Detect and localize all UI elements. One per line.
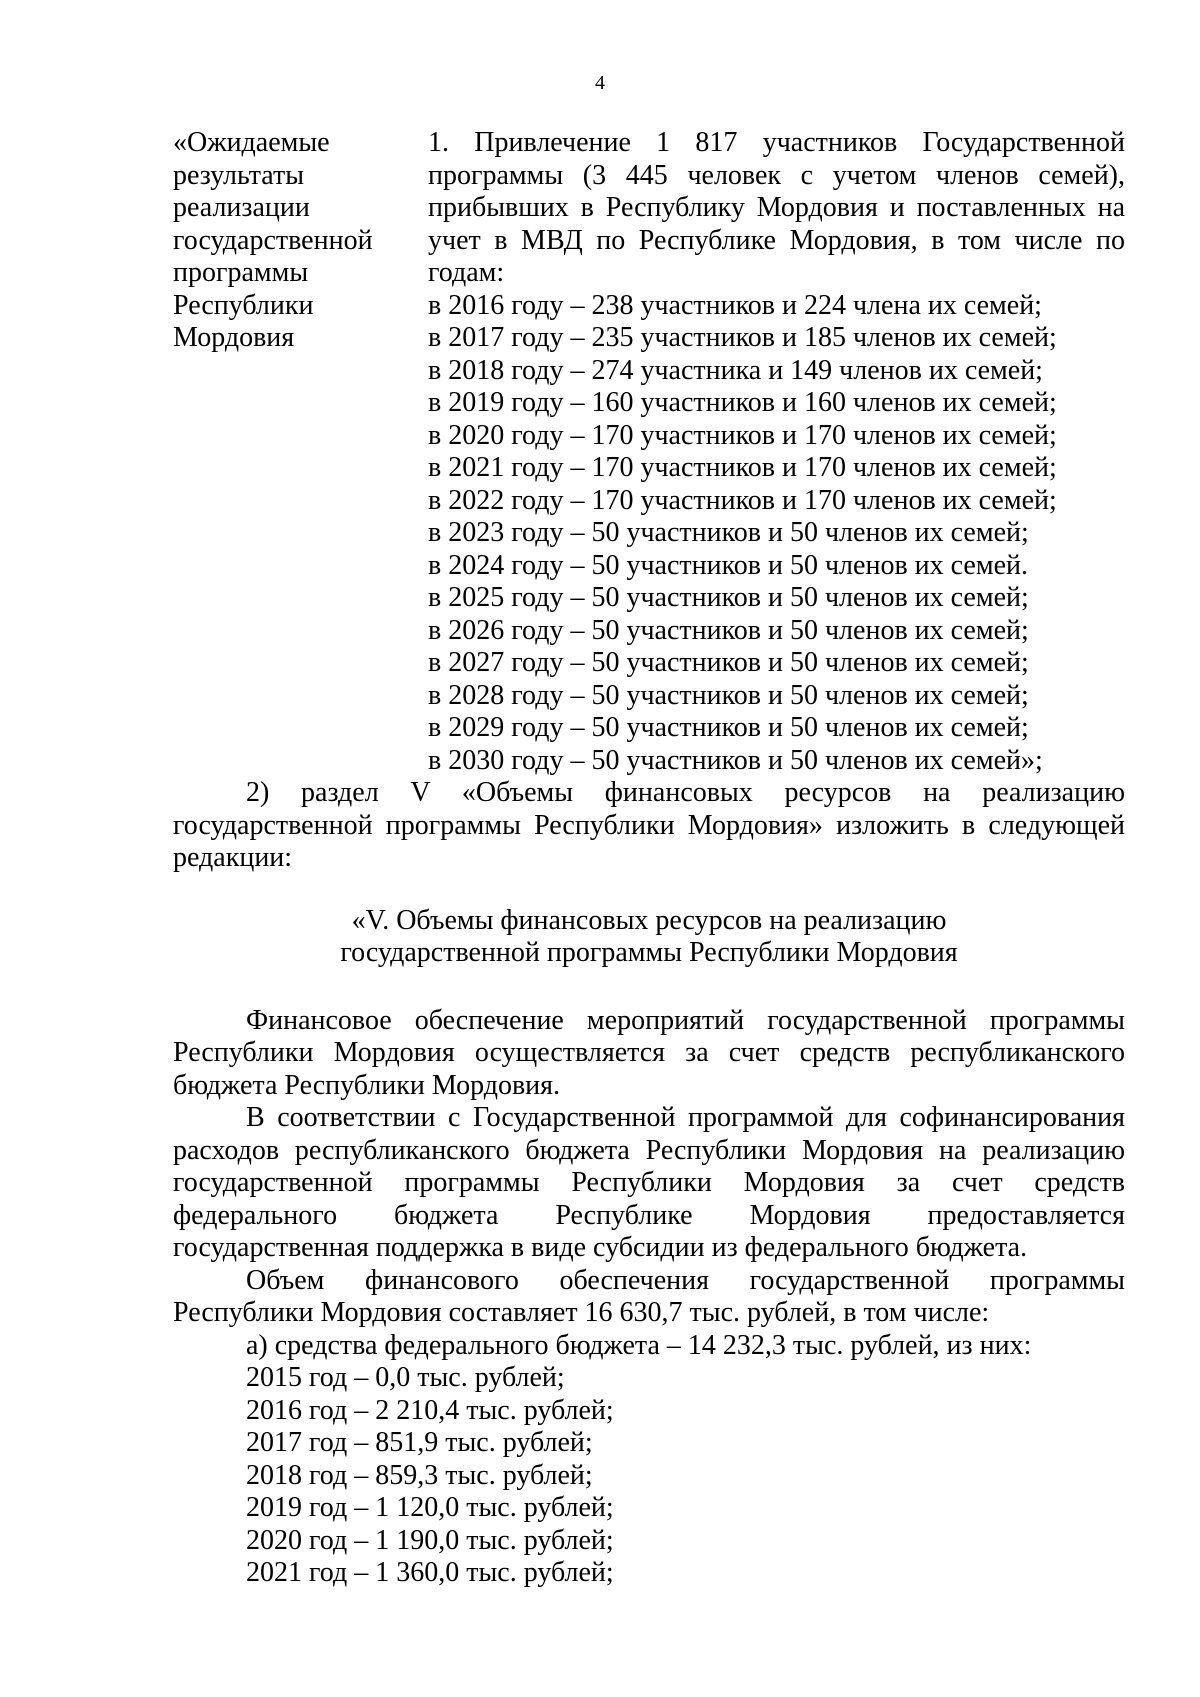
financing-paragraph: Финансовое обеспечение мероприятий государственной программы Республики Мордовия осуществляется за счет средств республиканского бюджета Республики Мордовия.	[173, 1004, 1125, 1101]
amendment-paragraph: 2) раздел V «Объемы финансовых ресурсов на реализацию государственной программы Республики Мордовия» изложить в следующей редакции:	[173, 777, 1125, 873]
federal-budget-years	[173, 1362, 1125, 1590]
passport-row-value	[428, 127, 1125, 777]
federal-year-line: 2016 год – 2 210,4 тыс. рублей;	[246, 1394, 614, 1426]
section-title-line: государственной программы Республики Мордовия	[340, 937, 958, 968]
year-result-line: в 2029 году – 50 участников и 50 членов их семей;	[428, 712, 1029, 743]
year-result-line: в 2022 году – 170 участников и 170 членов их семей;	[428, 484, 1057, 516]
federal-year-line: 2018 год – 859,3 тыс. рублей;	[246, 1459, 593, 1491]
document-body	[173, 127, 1125, 1590]
federal-year-line: 2020 год – 1 190,0 тыс. рублей;	[246, 1524, 614, 1556]
federal-year-line: 2021 год – 1 360,0 тыс. рублей;	[246, 1557, 614, 1588]
year-result-line: в 2021 году – 170 участников и 170 членов их семей;	[428, 452, 1057, 483]
year-result-line: в 2023 году – 50 участников и 50 членов их семей;	[428, 517, 1029, 548]
expected-results-intro: 1. Привлечение 1 817 участников Государственной программы (3 445 человек с учетом членов семей), прибывших в Республику Мордовия и поставленных на учет в МВД по Республике Мордовия, в том числе по годам:	[428, 127, 1125, 288]
federal-year-line: 2015 год – 0,0 тыс. рублей;	[246, 1362, 565, 1393]
year-result-line: в 2028 году – 50 участников и 50 членов их семей;	[428, 679, 1029, 711]
year-result-line: в 2026 году – 50 участников и 50 членов их семей;	[428, 614, 1029, 646]
spacer	[173, 970, 1125, 1005]
year-result-line: в 2020 году – 170 участников и 170 членов их семей;	[428, 419, 1057, 451]
federal-year-line: 2019 год – 1 120,0 тыс. рублей;	[246, 1492, 614, 1523]
federal-budget-intro: а) средства федерального бюджета – 14 232,3 тыс. рублей, из них:	[246, 1329, 1032, 1361]
total-volume-paragraph: Объем финансового обеспечения государственной программы Республики Мордовия составляет 16 630,7 тыс. рублей, в том числе:	[173, 1264, 1125, 1328]
year-result-line: в 2024 году – 50 участников и 50 членов их семей.	[428, 549, 1028, 581]
section-title	[173, 905, 1125, 970]
year-result-line: в 2027 году – 50 участников и 50 членов их семей;	[428, 647, 1029, 678]
section-title-line: «V. Объемы финансовых ресурсов на реализацию	[351, 904, 947, 936]
year-result-line: в 2019 году – 160 участников и 160 членов их семей;	[428, 387, 1057, 418]
cofinancing-paragraph: В соответствии с Государственной программой для софинансирования расходов республиканского бюджета Республики Мордовия на реализацию государственной программы Республики Мордовия за счет средств федерального бюджета Республике Мордовия предоставляется государственная поддержка в виде субсидии из федерального бюджета.	[173, 1102, 1125, 1263]
year-result-line: в 2025 году – 50 участников и 50 членов их семей;	[428, 582, 1029, 613]
year-result-line: в 2030 году – 50 участников и 50 членов их семей»;	[428, 744, 1043, 776]
passport-row-expected-results	[173, 127, 1125, 777]
expected-results-years	[428, 290, 1125, 778]
year-result-line: в 2018 году – 274 участника и 149 членов их семей;	[428, 354, 1043, 386]
federal-year-line: 2017 год – 851,9 тыс. рублей;	[246, 1427, 593, 1458]
year-result-line: в 2016 году – 238 участников и 224 члена их семей;	[428, 289, 1042, 321]
year-result-line: в 2017 году – 235 участников и 185 членов их семей;	[428, 322, 1057, 353]
passport-row-label: «Ожидаемые результаты реализации государственной программы Республики Мордовия	[173, 127, 373, 353]
page-number: 4	[595, 72, 605, 94]
